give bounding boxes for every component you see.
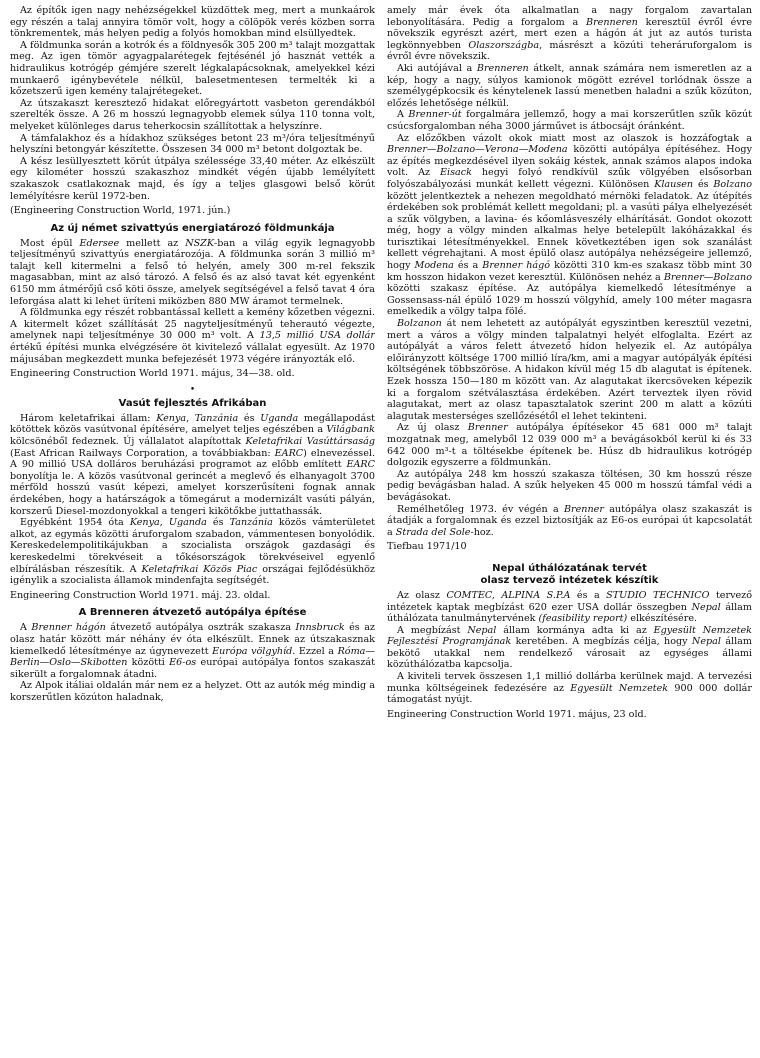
text: Egyébként 1954 óta — [20, 517, 130, 529]
text: Három keletafrikai állam: — [20, 412, 157, 424]
text: keretében. A megbízás célja, hogy — [511, 636, 692, 648]
text: Aki autójával a — [397, 62, 477, 74]
term: (feasibility report) — [538, 613, 628, 625]
text: , — [159, 517, 169, 529]
text: állam kormánya adta ki az — [496, 624, 654, 636]
text: tervező intézetek kaptak megbízást 620 ezer USA dollár összegben — [387, 589, 752, 613]
amount: 13,5 millió USA dollár — [259, 330, 375, 342]
abbreviation: EARC — [274, 447, 304, 459]
brenner-paragraph-5 — [387, 109, 752, 132]
nepal-article-title-line-2: olasz tervező intézetek készítik — [480, 574, 659, 586]
glasgow-paragraph-2: A földmunka során a kotrók és a földnyesők 305 200 m³ talajt mozgattak meg. Az igen tömör agyagpalarétegek fejtésénél jó hasznát vették a hidraulikus kotrógép gémjére szerelt légkalapácsoknak, amelyekkel kézi munkaerő igénybevétele nélkül, balesetmentesen termelték ki a kőzetszerű igen kemény talajrétegeket. — [10, 39, 375, 98]
separator-bullet: • — [189, 384, 196, 395]
text: Most épül — [20, 237, 80, 249]
country: Uganda — [168, 517, 207, 529]
place: Brenner hágó — [482, 260, 551, 272]
text: átkelt, annak számára nem ismeretlen az a kép, hogy a nagy, súlyos kamionok mögött ezrével torlódnak össze a személygépkocsik és kénytelenek lassú menetben haladni a szűk közúton, előzés lehetősége nélkül. — [387, 62, 752, 109]
river: Eisack — [440, 167, 472, 179]
text: megállapodást kötöttek közös vasútvonal építésére, amelyet teljes egészében a — [10, 412, 375, 436]
organisation: STUDIO TECHNICO — [606, 589, 710, 601]
text: forgalmára jellemző, hogy a mai korszerűtlen szűk közút csúcsforgalomban néha 3000 járművet is átbocsájt óránként. — [387, 109, 752, 132]
text: ) elnevezéssel. A 90 millió USA dolláros beruházási programot az előbb említett — [10, 447, 375, 471]
text: közötti szakasz építése. Az autópálya kiemelkedő létesítménye a Gossensass-nál épülő 1029 m hosszú völgyhíd, amely 100 méter magasra emelkedik a völgy talpa fölé. — [387, 283, 752, 318]
text: és — [238, 412, 261, 424]
glasgow-paragraph-1: Az építők igen nagy nehézségekkel küzdöttek meg, mert a munkaárok egy részén a talaj annyira tömör volt, hogy a cölöpök verés közben sorra tönkrementek, más helyen pedig a folyós homokban mind elsüllyedtek. — [10, 5, 375, 40]
glasgow-paragraph-3: Az útszakaszt keresztező hidakat előregyártott vasbeton gerendákból szerelték össze. A 26 m hosszú legnagyobb elemek súlya 110 tonna volt, melyeket különleges darus teherkocsin szállítottak a helyszínre. — [10, 97, 375, 132]
text: között jelentkeztek a nehezen megoldható mérnöki feladatok. Az útépítés érdekében sok problémát kellett megoldani; pl. a vasúti pálya elhelyezését a szűk völgyben, a lavina- és kőomlásveszély elhárítását. Gondot okozott még, hogy a völgy minden alkalmas helye betelepült lakóházakkal és turisztikai létesítményekkel. Ennek következtében igen sok szanálást kellett végrehajtani. A most épülő olasz autópálya nehézségeire jellemző, hogy — [387, 190, 752, 272]
text: Az új olasz — [397, 422, 468, 434]
text: A — [20, 622, 32, 634]
bridge-name: Európa völgyhíd — [212, 645, 293, 657]
text: A megbízást — [397, 624, 468, 636]
abbreviation: EARC — [346, 459, 375, 471]
text: Remélhetőleg 1973. év végén a — [397, 503, 564, 515]
text: (East African Railways Corporation, a továbbiakban: — [10, 447, 275, 459]
text: állam bekötő utakkal nem rendelkező városait az egységes állami közúthálózatba kapcsolja. — [387, 636, 752, 671]
text: Az előzőkben vázolt okok miatt most az olaszok is hozzáfogtak a — [397, 132, 752, 144]
brenner-paragraph-6 — [387, 133, 752, 319]
text: -ban a világ egyik legnagyobb teljesítményű szivattyús energiatározója. A földmunka során 3 millió m³ talajt kell kitermelni a felső tó helyén, amely 300 m-rel fekszik magasabban, mint az alsó tározó. A felső és az alsó tavat két egyenként 6150 mm átmérőjű cső köti össze, amelyek segítségével a felső tavat 4 óra leforgása alatt ki lehet üríteni miközben 880 MW áramot termelnek. — [10, 237, 375, 307]
german-source: Engineering Construction World 1971. május, 34—38. old. — [10, 368, 295, 380]
route: Róma—Berlin—Oslo—Skibotten — [10, 645, 375, 669]
place: Klausen — [654, 178, 694, 190]
organisation: COMTEC, ALPINA S.P.A — [446, 589, 571, 601]
text: . Ezzel a — [292, 645, 338, 657]
text: -hoz. — [470, 526, 494, 538]
brenner-paragraph-9: Az autópálya 248 km hosszú szakasza töltésen, 30 km hosszú része pedig bevágásban halad. A szűk helyeken 45 000 m hosszú támfal védi a bevágásokat. — [387, 468, 752, 503]
glasgow-source: (Engineering Construction World, 1971. jún.) — [10, 205, 231, 217]
text: , — [186, 412, 195, 424]
glasgow-paragraph-5: A kész lesüllyesztett körút útpálya szélessége 33,40 méter. Az elkészült egy kilométer hosszú szakaszhoz mindkét végén újabb lemélyített szakaszok csatlakoznak majd, és így a teljes glasgowi belső körút lemélyítésre kerül 1972-ben. — [10, 155, 375, 202]
text: közötti 310 km-es szakasz több mint 30 km hosszon hidakon vezet keresztül. Különösen nehéz a — [387, 260, 752, 283]
country-nszk: NSZK — [185, 237, 215, 249]
text: Az olasz — [397, 589, 447, 601]
road-number: E6-os — [169, 657, 197, 669]
organisation: Egyesült Nemzetek — [570, 682, 669, 694]
german-paragraph-1 — [10, 238, 375, 308]
text: hegyi folyó rendkívül szűk völgyében elsősorban folyószabályozási munkát kellett végezni. Különösen — [387, 167, 752, 190]
organisation: Keletafrikai Vasúttársaság — [245, 436, 375, 447]
text: közös vámterületet alkot, az egymás közötti áruforgalom szabadon, vámmentesen bonyolódik. Kereskedelempolitikájukban a szocialista országok gazdasági és kereskedelmi törekvéseit a tőkésországok törekvéseivel egyenlő elbírálásban részesítik. A — [10, 517, 375, 575]
text: és — [206, 517, 230, 529]
text: és — [693, 178, 714, 190]
text: európai autópálya fontos szakaszát sikerült a forgalomnak átadni. — [10, 657, 375, 680]
organisation: Világbank — [326, 424, 375, 436]
organisation: Egyesült Nemzetek Fejlesztési Programjának — [387, 624, 752, 648]
country: Nepal — [467, 624, 497, 636]
road: Brenner-út — [408, 109, 462, 121]
place: Brenner hágón — [31, 622, 106, 634]
text: országai fejlődésükhöz igénylik a szocialista államok mindenfajta segítségét. — [10, 563, 375, 587]
country: Nepal — [691, 601, 721, 613]
road-name: Strada del Sole — [395, 526, 471, 538]
german-article-title: Az új német szivattyús energiatározó földmunkája — [50, 222, 335, 234]
text: amely már évek óta alkalmatlan a nagy forgalom zavartalan lebonyolítására. Pedig a forgalom a — [387, 5, 752, 28]
place: Brenneren — [476, 62, 529, 74]
country: Uganda — [260, 412, 299, 424]
africa-article-title: Vasút fejlesztés Afrikában — [118, 397, 267, 409]
brenner-paragraph-3 — [387, 5, 752, 63]
text: bonyolítja le. A közös vasútvonal gerincét a meglevő és elhanyagolt 3700 mérföld hosszú vasút képezi, amelyet korszerűsíteni fognak annak érdekében, hogy a határszágok a tömegárut a modernizált vasúti pályán, korszerű Diesel-mozdonyokkal a tengeri kikötőkbe juttathassák. — [10, 470, 375, 517]
place-edersee: Edersee — [79, 237, 120, 249]
country: Tanzánia — [229, 517, 273, 529]
brenner-article-title: A Brenneren átvezető autópálya építése — [78, 607, 307, 619]
text: , másrészt a közúti teheráruforgalom is évről évre növekszik. — [387, 39, 752, 63]
text: értékű építési munka elvégzésére öt kivitelező vállalat egyesült. Az 1970 májusában megkezdett munka befejezését 1973 végére irányozták elő. — [10, 342, 375, 365]
text: és az olasz határ között már néhány év óta elkészült. Ennek az útszakasznak kiemelkedő létesítménye az úgynevezett — [10, 622, 375, 657]
nepal-paragraph-3 — [387, 671, 752, 706]
place: Brenner — [467, 422, 508, 434]
text: átvezető autópálya osztrák szakasza — [105, 622, 296, 634]
nepal-article-title-line-1: Nepal úthálózatának tervét — [492, 562, 647, 574]
text: A — [397, 109, 409, 121]
brenner-paragraph-7 — [387, 318, 752, 422]
organisation: Keletafrikai Közös Piac — [141, 563, 258, 575]
text: közötti autópálya építéséhez. Hogy az építés megkezdésével ilyen sokáig késtek, annak számos alapos indoka volt. Az — [387, 144, 752, 179]
left-column — [10, 5, 375, 1052]
text: keresztül évről évre növekszik egyrészt azért, mert ezen a hágón át jut az autós turista legkönnyebben — [387, 16, 752, 51]
text: mellett az — [119, 237, 186, 249]
country: Olaszországba — [468, 39, 540, 51]
text: állam úthálózata tanulmánytervének — [387, 601, 752, 625]
text: és a — [570, 589, 607, 601]
german-paragraph-2 — [10, 307, 375, 365]
brenner-paragraph-8 — [387, 422, 752, 468]
glasgow-paragraph-4: A támfalakhoz és a hídakhoz szükséges betont 23 m³/óra teljesítményű helyszíni betongyár készítette. Összesen 34 000 m³ betont dolgoztak be. — [10, 132, 375, 156]
text: kölcsönéből fedeznek. Új vállalatot alapítottak — [10, 436, 246, 447]
place: Brenneren — [586, 16, 638, 28]
place: Brenner — [563, 503, 604, 515]
text: 900 000 dollár támogatást nyújt. — [387, 682, 752, 706]
country: Kenya — [156, 412, 187, 424]
africa-paragraph-1 — [10, 413, 375, 517]
text: közötti — [127, 657, 170, 669]
nepal-source: Engineering Construction World 1971. május, 23 old. — [387, 708, 647, 720]
country: Nepal — [691, 636, 721, 648]
brenner-source: Tiefbau 1971/10 — [387, 541, 467, 553]
route: Brenner—Bolzano — [663, 271, 752, 283]
text: át nem lehetett az autópályát egyszintben keresztül vezetni, mert a város a völgy minden talpalatnyi helyét elfoglalta. Ezért az autópályát a város felett átvezető hídon helyezik el. Az autópálya előirányzott költsége 1700 millió líra/km, ami a magyar autópályák építési költségének többszöröse. A hidakon kívül még 15 db alagutat is építenek. Ezek hossza 150—180 m között van. Az alagutakat ikercsöveken képezik ki a forgalom szétválasztása érdekében. Azért terveztek ilyen rövid alagutakat, mert az olasz tapasztalatok szerint 200 m alatt a közúti alagutak mesterséges szellőzésétől el lehet tekinteni. — [387, 318, 752, 422]
nepal-paragraph-2 — [387, 625, 752, 671]
brenner-paragraph-10 — [387, 504, 752, 539]
text: és a — [453, 260, 483, 272]
text: A földmunka egy részét robbantással kellett a kemény kőzetben végezni. A kitermelt kőzet szállítását 25 nagyteljesítményű teherautó végezte, amelynek napi teljesítménye 30 000 m³ volt. A — [10, 307, 375, 342]
nepal-paragraph-1 — [387, 590, 752, 625]
text: A kiviteli tervek összesen 1,1 millió dollárba kerülnek majd. A tervezési munka költségeinek fedezésére az — [387, 671, 752, 694]
place: Bolzanon — [397, 318, 442, 330]
brenner-paragraph-2: Az Alpok itáliai oldalán már nem ez a helyzet. Ott az autók még mindig a korszerűtlen közúton haladnak, — [10, 680, 375, 703]
route: Brenner—Bolzano—Verona—Modena — [387, 144, 568, 156]
africa-source: Engineering Construction World 1971. máj. 23. oldal. — [10, 589, 271, 601]
africa-paragraph-2 — [10, 517, 375, 587]
place: Bolzano — [713, 178, 752, 190]
country: Kenya — [129, 517, 160, 529]
brenner-paragraph-4 — [387, 63, 752, 109]
text: autópálya építésekor 45 681 000 m³ talajt mozgatnak meg, amelyből 12 039 000 m³ a bevágásokból kerül ki és 33 642 000 m³-t a töltésekbe építenek be. Húsz db hidraulikus kotrógép dolgozik egyszerre a földmunkán. — [387, 422, 752, 469]
country: Tanzánia — [194, 412, 239, 424]
place: Innsbruck — [295, 622, 345, 634]
text: autópálya olasz szakaszát is átadják a forgalomnak és ezzel biztosítják az E6-os európai út kapcsolatát a — [387, 503, 752, 538]
text: elkészítésére. — [627, 613, 698, 625]
right-column — [387, 5, 752, 1052]
brenner-paragraph-1 — [10, 622, 375, 680]
place: Modena — [414, 260, 454, 272]
